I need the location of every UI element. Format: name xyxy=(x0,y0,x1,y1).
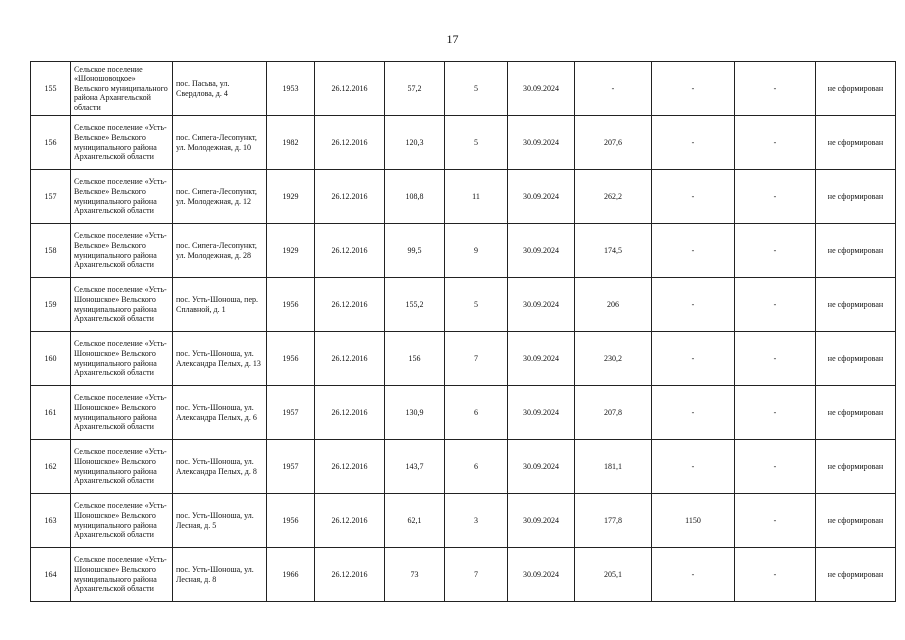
cell-build-year: 1956 xyxy=(267,494,315,548)
cell-status: не сформирован xyxy=(816,332,896,386)
cell-settlement-name: Сельское поселение «Шоношовоцкое» Вельского муниципального района Архангельской области xyxy=(71,62,173,116)
cell-other-value: - xyxy=(735,332,816,386)
cell-resettled-area: 205,1 xyxy=(575,548,652,602)
cell-status: не сформирован xyxy=(816,548,896,602)
table-row xyxy=(31,116,896,170)
cell-resettlement-deadline: 30.09.2024 xyxy=(508,116,575,170)
cell-other-value: - xyxy=(735,62,816,116)
table-row xyxy=(31,278,896,332)
cell-build-year: 1956 xyxy=(267,278,315,332)
cell-resettled-area: 262,2 xyxy=(575,170,652,224)
cell-resettlement-deadline: 30.09.2024 xyxy=(508,224,575,278)
cell-settlement-name: Сельское поселение «Усть-Шоношское» Вельского муниципального района Архангельской области xyxy=(71,278,173,332)
cell-settlement-name: Сельское поселение «Усть-Шоношское» Вельского муниципального района Архангельской области xyxy=(71,332,173,386)
cell-recognition-date: 26.12.2016 xyxy=(315,332,385,386)
cell-row-number: 160 xyxy=(31,332,71,386)
cell-status: не сформирован xyxy=(816,62,896,116)
cell-demolition-value: - xyxy=(652,440,735,494)
cell-recognition-date: 26.12.2016 xyxy=(315,440,385,494)
cell-residents-count: 6 xyxy=(445,440,508,494)
cell-resettled-area: 207,8 xyxy=(575,386,652,440)
cell-row-number: 162 xyxy=(31,440,71,494)
cell-build-year: 1982 xyxy=(267,116,315,170)
cell-other-value: - xyxy=(735,440,816,494)
table-row xyxy=(31,440,896,494)
cell-residents-count: 3 xyxy=(445,494,508,548)
cell-residents-count: 7 xyxy=(445,332,508,386)
cell-resettled-area: 207,6 xyxy=(575,116,652,170)
table-row xyxy=(31,548,896,602)
housing-registry-table xyxy=(30,61,896,602)
cell-demolition-value: - xyxy=(652,386,735,440)
cell-demolition-value: - xyxy=(652,332,735,386)
cell-area: 62,1 xyxy=(385,494,445,548)
table-row xyxy=(31,170,896,224)
cell-residents-count: 11 xyxy=(445,170,508,224)
cell-demolition-value: 1150 xyxy=(652,494,735,548)
cell-demolition-value: - xyxy=(652,548,735,602)
cell-residents-count: 6 xyxy=(445,386,508,440)
cell-other-value: - xyxy=(735,170,816,224)
cell-resettlement-deadline: 30.09.2024 xyxy=(508,548,575,602)
cell-status: не сформирован xyxy=(816,116,896,170)
cell-demolition-value: - xyxy=(652,170,735,224)
cell-build-year: 1956 xyxy=(267,332,315,386)
table-row xyxy=(31,62,896,116)
cell-resettled-area: - xyxy=(575,62,652,116)
cell-row-number: 164 xyxy=(31,548,71,602)
cell-area: 73 xyxy=(385,548,445,602)
page-number: 17 xyxy=(446,32,459,46)
cell-area: 155,2 xyxy=(385,278,445,332)
cell-demolition-value: - xyxy=(652,224,735,278)
cell-settlement-name: Сельское поселение «Усть-Шоношское» Вельского муниципального района Архангельской области xyxy=(71,440,173,494)
table-row xyxy=(31,386,896,440)
cell-area: 156 xyxy=(385,332,445,386)
table-row xyxy=(31,224,896,278)
cell-address: пос. Пасьва, ул. Свердлова, д. 4 xyxy=(173,62,267,116)
cell-resettlement-deadline: 30.09.2024 xyxy=(508,386,575,440)
cell-status: не сформирован xyxy=(816,170,896,224)
cell-address: пос. Сипега-Лесопункт, ул. Молодежная, д. 12 xyxy=(173,170,267,224)
cell-resettlement-deadline: 30.09.2024 xyxy=(508,332,575,386)
table-row xyxy=(31,494,896,548)
cell-area: 108,8 xyxy=(385,170,445,224)
cell-resettled-area: 230,2 xyxy=(575,332,652,386)
cell-residents-count: 5 xyxy=(445,116,508,170)
cell-address: пос. Усть-Шоноша, ул. Лесная, д. 5 xyxy=(173,494,267,548)
cell-recognition-date: 26.12.2016 xyxy=(315,494,385,548)
cell-build-year: 1957 xyxy=(267,386,315,440)
cell-recognition-date: 26.12.2016 xyxy=(315,170,385,224)
cell-address: пос. Усть-Шоноша, ул. Лесная, д. 8 xyxy=(173,548,267,602)
cell-settlement-name: Сельское поселение «Усть-Вельское» Вельского муниципального района Архангельской области xyxy=(71,170,173,224)
cell-resettlement-deadline: 30.09.2024 xyxy=(508,440,575,494)
cell-build-year: 1929 xyxy=(267,170,315,224)
cell-status: не сформирован xyxy=(816,494,896,548)
cell-address: пос. Усть-Шоноша, ул. Александра Пелых, д. 13 xyxy=(173,332,267,386)
cell-demolition-value: - xyxy=(652,62,735,116)
cell-address: пос. Сипега-Лесопункт, ул. Молодежная, д. 10 xyxy=(173,116,267,170)
cell-address: пос. Сипега-Лесопункт, ул. Молодежная, д. 28 xyxy=(173,224,267,278)
cell-status: не сформирован xyxy=(816,278,896,332)
cell-resettled-area: 181,1 xyxy=(575,440,652,494)
cell-build-year: 1957 xyxy=(267,440,315,494)
cell-recognition-date: 26.12.2016 xyxy=(315,548,385,602)
cell-other-value: - xyxy=(735,116,816,170)
cell-area: 130,9 xyxy=(385,386,445,440)
cell-demolition-value: - xyxy=(652,278,735,332)
cell-residents-count: 9 xyxy=(445,224,508,278)
cell-address: пос. Усть-Шоноша, ул. Александра Пелых, д. 8 xyxy=(173,440,267,494)
cell-resettlement-deadline: 30.09.2024 xyxy=(508,278,575,332)
cell-settlement-name: Сельское поселение «Усть-Шоношское» Вельского муниципального района Архангельской области xyxy=(71,548,173,602)
cell-other-value: - xyxy=(735,548,816,602)
cell-status: не сформирован xyxy=(816,440,896,494)
cell-row-number: 163 xyxy=(31,494,71,548)
cell-area: 143,7 xyxy=(385,440,445,494)
cell-settlement-name: Сельское поселение «Усть-Вельское» Вельского муниципального района Архангельской области xyxy=(71,116,173,170)
cell-residents-count: 5 xyxy=(445,278,508,332)
cell-resettled-area: 174,5 xyxy=(575,224,652,278)
cell-row-number: 158 xyxy=(31,224,71,278)
cell-address: пос. Усть-Шоноша, ул. Александра Пелых, д. 6 xyxy=(173,386,267,440)
cell-build-year: 1929 xyxy=(267,224,315,278)
cell-recognition-date: 26.12.2016 xyxy=(315,116,385,170)
cell-other-value: - xyxy=(735,494,816,548)
cell-other-value: - xyxy=(735,224,816,278)
cell-build-year: 1953 xyxy=(267,62,315,116)
cell-area: 99,5 xyxy=(385,224,445,278)
cell-other-value: - xyxy=(735,278,816,332)
cell-row-number: 157 xyxy=(31,170,71,224)
cell-row-number: 156 xyxy=(31,116,71,170)
cell-row-number: 161 xyxy=(31,386,71,440)
cell-recognition-date: 26.12.2016 xyxy=(315,278,385,332)
cell-resettlement-deadline: 30.09.2024 xyxy=(508,494,575,548)
cell-status: не сформирован xyxy=(816,224,896,278)
cell-residents-count: 5 xyxy=(445,62,508,116)
cell-row-number: 155 xyxy=(31,62,71,116)
cell-area: 120,3 xyxy=(385,116,445,170)
cell-recognition-date: 26.12.2016 xyxy=(315,224,385,278)
cell-recognition-date: 26.12.2016 xyxy=(315,62,385,116)
cell-resettlement-deadline: 30.09.2024 xyxy=(508,62,575,116)
cell-settlement-name: Сельское поселение «Усть-Вельское» Вельского муниципального района Архангельской области xyxy=(71,224,173,278)
cell-resettled-area: 206 xyxy=(575,278,652,332)
cell-settlement-name: Сельское поселение «Усть-Шоношское» Вельского муниципального района Архангельской области xyxy=(71,386,173,440)
cell-resettlement-deadline: 30.09.2024 xyxy=(508,170,575,224)
cell-other-value: - xyxy=(735,386,816,440)
cell-status: не сформирован xyxy=(816,386,896,440)
cell-settlement-name: Сельское поселение «Усть-Шоношское» Вельского муниципального района Архангельской области xyxy=(71,494,173,548)
cell-build-year: 1966 xyxy=(267,548,315,602)
cell-residents-count: 7 xyxy=(445,548,508,602)
cell-resettled-area: 177,8 xyxy=(575,494,652,548)
cell-recognition-date: 26.12.2016 xyxy=(315,386,385,440)
table-row xyxy=(31,332,896,386)
cell-address: пос. Усть-Шоноша, пер. Сплавной, д. 1 xyxy=(173,278,267,332)
cell-row-number: 159 xyxy=(31,278,71,332)
cell-demolition-value: - xyxy=(652,116,735,170)
cell-area: 57,2 xyxy=(385,62,445,116)
table-body xyxy=(31,62,896,602)
